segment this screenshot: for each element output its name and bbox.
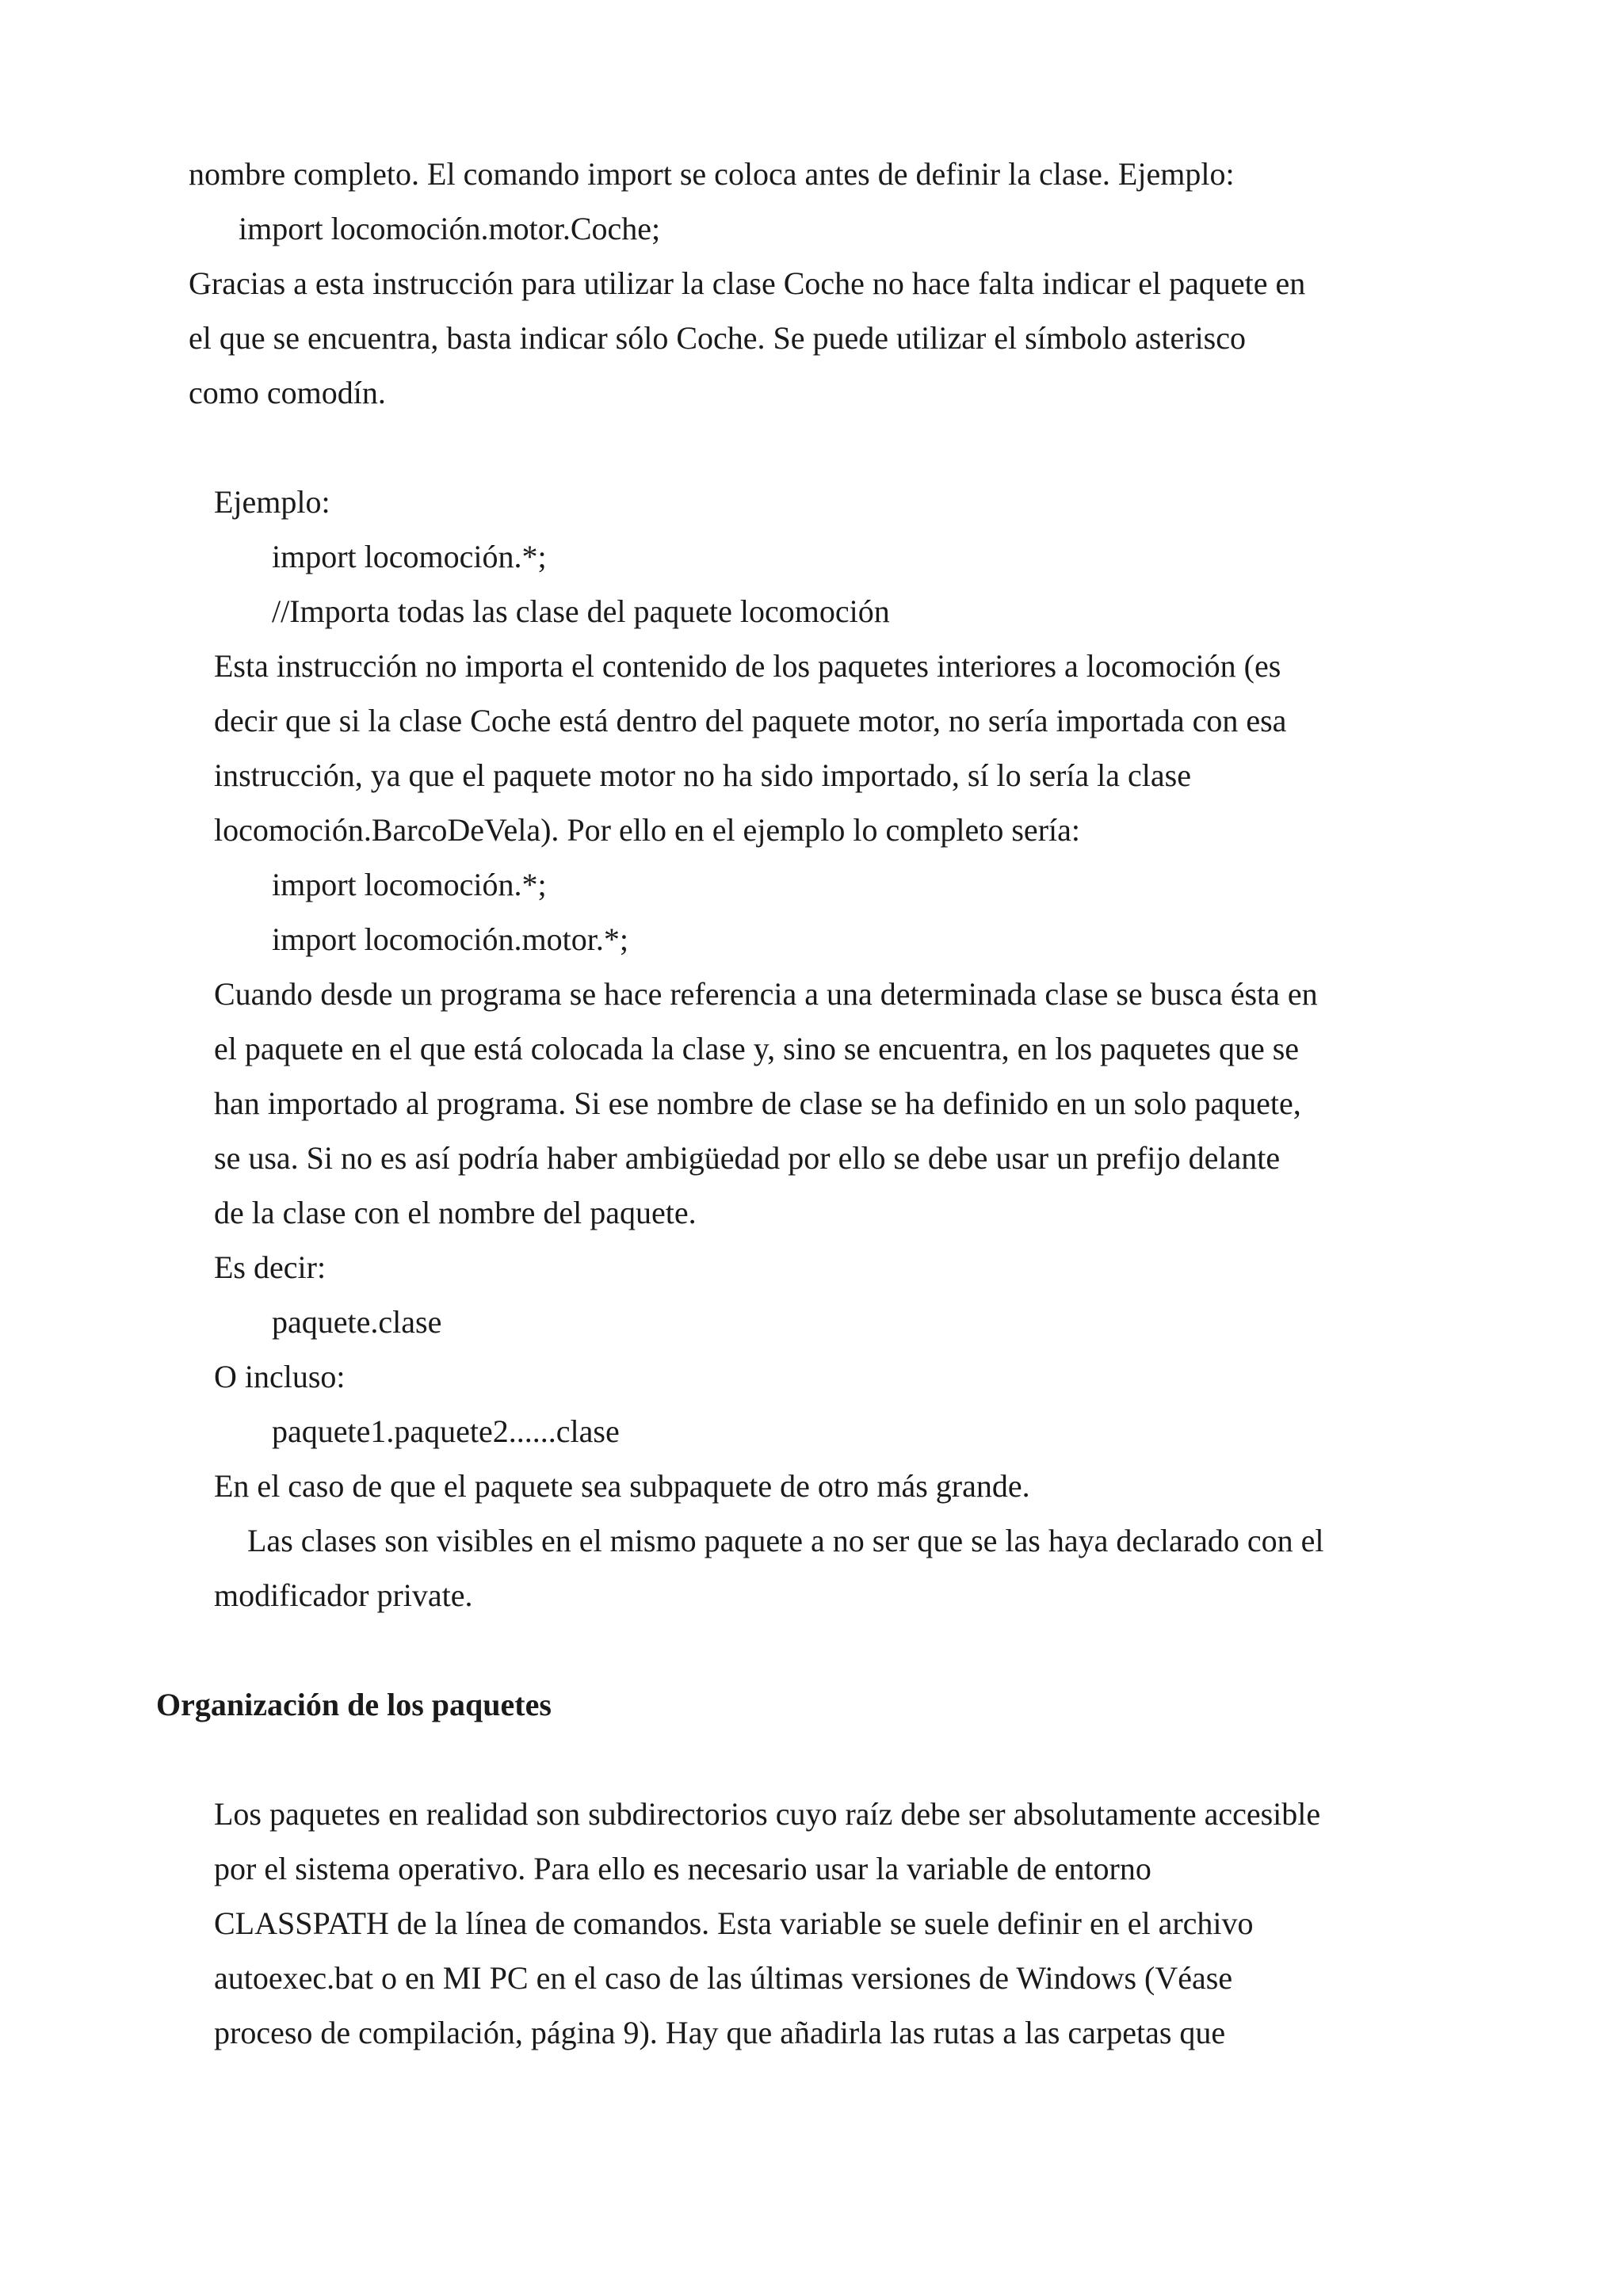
- paragraph-line: autoexec.bat o en MI PC en el caso de las últimas versiones de Windows (Véase: [214, 1960, 1233, 1996]
- paragraph-line: locomoción.BarcoDeVela). Por ello en el ejemplo lo completo sería:: [214, 812, 1080, 848]
- code-line: import locomoción.*;: [272, 867, 547, 902]
- code-line: paquete.clase: [272, 1304, 442, 1340]
- paragraph-line: Gracias a esta instrucción para utilizar la clase Coche no hace falta indicar el paquete en: [189, 265, 1306, 301]
- code-line: //Importa todas las clase del paquete locomoción: [272, 593, 890, 629]
- paragraph-line: Cuando desde un programa se hace referencia a una determinada clase se busca ésta en: [214, 976, 1318, 1012]
- paragraph-line: Las clases son visibles en el mismo paquete a no ser que se las haya declarado con el: [247, 1523, 1324, 1558]
- paragraph-line: de la clase con el nombre del paquete.: [214, 1195, 697, 1230]
- paragraph-line: se usa. Si no es así podría haber ambigüedad por ello se debe usar un prefijo delante: [214, 1140, 1281, 1176]
- paragraph-line: proceso de compilación, página 9). Hay que añadirla las rutas a las carpetas que: [214, 2015, 1226, 2050]
- paragraph-line: Ejemplo:: [214, 484, 330, 520]
- paragraph-line: nombre completo. El comando import se coloca antes de definir la clase. Ejemplo:: [189, 156, 1235, 192]
- paragraph-line: como comodín.: [189, 375, 386, 410]
- paragraph-line: modificador private.: [214, 1577, 473, 1613]
- paragraph-line: el paquete en el que está colocada la clase y, sino se encuentra, en los paquetes que se: [214, 1031, 1300, 1066]
- code-line: paquete1.paquete2......clase: [272, 1413, 620, 1449]
- section-heading: Organización de los paquetes: [156, 1687, 552, 1722]
- paragraph-line: han importado al programa. Si ese nombre de clase se ha definido en un solo paquete,: [214, 1085, 1301, 1121]
- paragraph-line: Es decir:: [214, 1249, 327, 1285]
- paragraph-line: decir que si la clase Coche está dentro del paquete motor, no sería importada con esa: [214, 703, 1287, 738]
- paragraph-line: CLASSPATH de la línea de comandos. Esta variable se suele definir en el archivo: [214, 1905, 1254, 1941]
- paragraph-line: instrucción, ya que el paquete motor no ha sido importado, sí lo sería la clase: [214, 757, 1191, 793]
- code-line: import locomoción.*;: [272, 539, 547, 574]
- code-line: import locomoción.motor.*;: [272, 921, 628, 957]
- code-line: import locomoción.motor.Coche;: [239, 211, 661, 246]
- paragraph-line: En el caso de que el paquete sea subpaquete de otro más grande.: [214, 1468, 1030, 1504]
- paragraph-line: Los paquetes en realidad son subdirectorios cuyo raíz debe ser absolutamente accesible: [214, 1796, 1321, 1832]
- paragraph-line: Esta instrucción no importa el contenido de los paquetes interiores a locomoción (es: [214, 648, 1281, 684]
- paragraph-line: el que se encuentra, basta indicar sólo Coche. Se puede utilizar el símbolo asterisco: [189, 320, 1247, 356]
- paragraph-line: O incluso:: [214, 1359, 346, 1394]
- paragraph-line: por el sistema operativo. Para ello es necesario usar la variable de entorno: [214, 1851, 1151, 1886]
